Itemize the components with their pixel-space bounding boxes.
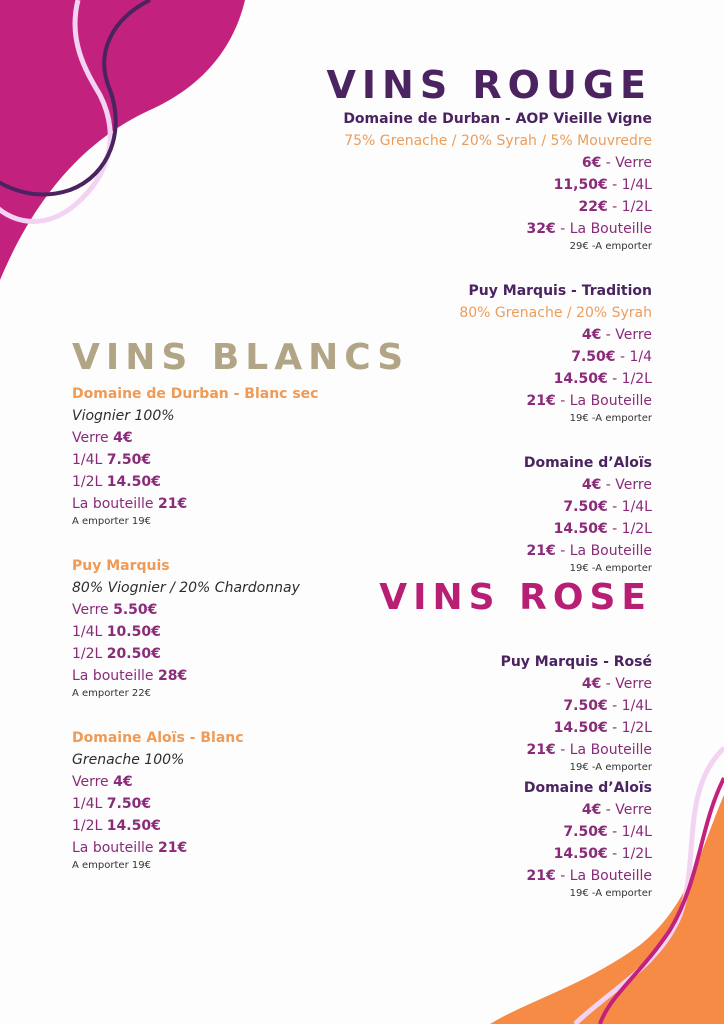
price-line-half <box>72 815 318 837</box>
price-label: - 1/2L <box>607 521 652 537</box>
price-amount: 28€ <box>158 668 188 684</box>
price-line-bottle <box>343 218 652 240</box>
price-line-glass <box>72 427 318 449</box>
wine-name: Puy Marquis - Rosé <box>500 654 652 670</box>
wine-name: Domaine Aloïs - Blanc <box>72 730 244 746</box>
wine-name: Domaine de Durban - Blanc sec <box>72 386 319 402</box>
price-line-glass <box>72 771 318 793</box>
price-amount: 5.50€ <box>113 602 158 618</box>
price-amount: 14.50€ <box>553 521 608 537</box>
spacer <box>343 256 652 280</box>
price-amount: 14.50€ <box>553 720 608 736</box>
wine-grapes: Grenache 100% <box>72 752 185 768</box>
takeaway-price: A emporter 22€ <box>72 688 151 699</box>
price-amount: 11,50€ <box>553 177 608 193</box>
price-line-half <box>343 518 652 540</box>
price-amount: 21€ <box>158 496 188 512</box>
price-label: La bouteille <box>72 840 158 856</box>
rose-wine-alois <box>501 777 652 903</box>
price-amount: 4€ <box>113 430 133 446</box>
price-label: - 1/4L <box>607 824 652 840</box>
price-amount: 10.50€ <box>106 624 161 640</box>
price-line-glass <box>72 599 318 621</box>
price-line-bottle <box>501 739 652 761</box>
price-line-quarter <box>343 174 652 196</box>
price-label: Verre <box>72 602 114 618</box>
price-label: - La Bouteille <box>555 868 652 884</box>
price-line-quarter <box>501 695 652 717</box>
wine-name: Domaine de Durban - AOP Vieille Vigne <box>343 111 652 127</box>
price-label: - 1/4L <box>607 499 652 515</box>
price-label: - Verre <box>601 802 652 818</box>
price-line-glass <box>343 474 652 496</box>
top-left-magenta-blob <box>0 0 245 280</box>
takeaway-price: 29€ -A emporter <box>569 241 652 252</box>
price-amount: 32€ <box>526 221 556 237</box>
price-line-half <box>72 471 318 493</box>
price-label: 1/2L <box>72 818 107 834</box>
price-amount: 21€ <box>526 393 556 409</box>
price-amount: 7.50€ <box>563 499 608 515</box>
price-line-bottle <box>343 390 652 412</box>
price-line-glass <box>501 673 652 695</box>
price-line-bottle <box>72 493 318 515</box>
price-amount: 21€ <box>526 742 556 758</box>
spacer <box>72 531 318 555</box>
price-amount: 4€ <box>581 802 602 818</box>
blancs-wine-durban <box>72 383 318 531</box>
wine-grapes: 75% Grenache / 20% Syrah / 5% Mouvredre <box>344 133 652 149</box>
price-amount: 21€ <box>526 868 556 884</box>
price-label: - 1/2L <box>607 720 652 736</box>
price-amount: 20.50€ <box>106 646 161 662</box>
wine-grapes: 80% Viognier / 20% Chardonnay <box>72 580 300 596</box>
price-amount: 14.50€ <box>553 371 608 387</box>
price-amount: 6€ <box>581 155 602 171</box>
price-line-glass <box>501 799 652 821</box>
spacer <box>72 703 318 727</box>
price-label: - 1/4L <box>607 177 652 193</box>
price-line-half <box>501 717 652 739</box>
blancs-wine-puy-marquis <box>72 555 318 703</box>
rouge-wine-durban <box>343 108 652 256</box>
rose-wine-puy-marquis <box>501 651 652 777</box>
price-line-half <box>501 843 652 865</box>
price-line-glass <box>343 152 652 174</box>
blancs-wine-alois <box>72 727 318 875</box>
price-line-bottle <box>343 540 652 562</box>
takeaway-price: A emporter 19€ <box>72 516 151 527</box>
price-amount: 14.50€ <box>553 846 608 862</box>
price-label: - Verre <box>601 327 652 343</box>
price-amount: 7.50€ <box>571 349 616 365</box>
price-label: - 1/4L <box>607 698 652 714</box>
price-line-quarter <box>501 821 652 843</box>
section-title-vins-blancs: VINS BLANCS <box>72 337 410 378</box>
takeaway-price: 19€ -A emporter <box>569 762 652 773</box>
wine-name: Domaine d’Aloïs <box>523 455 652 471</box>
takeaway-price: 19€ -A emporter <box>569 888 652 899</box>
price-line-half <box>343 196 652 218</box>
price-amount: 22€ <box>578 199 608 215</box>
price-line-quarter <box>72 793 318 815</box>
price-amount: 4€ <box>113 774 133 790</box>
takeaway-price: 19€ -A emporter <box>569 563 652 574</box>
price-line-quarter <box>72 621 318 643</box>
wine-name: Domaine d’Aloïs <box>523 780 652 796</box>
wine-name: Puy Marquis <box>72 558 170 574</box>
price-amount: 7.50€ <box>563 698 608 714</box>
price-amount: 7.50€ <box>563 824 608 840</box>
price-amount: 4€ <box>581 477 602 493</box>
price-label: La bouteille <box>72 496 158 512</box>
price-amount: 4€ <box>581 676 602 692</box>
price-label: - La Bouteille <box>555 221 652 237</box>
price-label: La bouteille <box>72 668 158 684</box>
section-title-vins-rose: VINS ROSE <box>379 577 652 618</box>
price-line-half <box>72 643 318 665</box>
price-label: - La Bouteille <box>555 543 652 559</box>
price-amount: 14.50€ <box>106 474 161 490</box>
wine-grapes: Viognier 100% <box>72 408 175 424</box>
rouge-wine-alois <box>343 452 652 578</box>
price-label: - 1/2L <box>607 199 652 215</box>
price-label: - La Bouteille <box>555 742 652 758</box>
price-label: - Verre <box>601 676 652 692</box>
price-label: - Verre <box>601 155 652 171</box>
price-line-quarter <box>343 496 652 518</box>
price-line-quarter <box>72 449 318 471</box>
spacer <box>343 428 652 452</box>
takeaway-price: A emporter 19€ <box>72 860 151 871</box>
price-amount: 14.50€ <box>106 818 161 834</box>
price-amount: 21€ <box>158 840 188 856</box>
price-label: - 1/2L <box>607 371 652 387</box>
takeaway-price: 19€ -A emporter <box>569 413 652 424</box>
wine-grapes: 80% Grenache / 20% Syrah <box>459 305 652 321</box>
price-line-bottle <box>72 665 318 687</box>
price-label: Verre <box>72 430 114 446</box>
price-label: 1/2L <box>72 474 107 490</box>
rose-wine-list <box>501 651 652 903</box>
price-amount: 21€ <box>526 543 556 559</box>
price-amount: 4€ <box>581 327 602 343</box>
price-label: - 1/4 <box>615 349 652 365</box>
price-label: - Verre <box>601 477 652 493</box>
price-label: - La Bouteille <box>555 393 652 409</box>
wine-name: Puy Marquis - Tradition <box>468 283 652 299</box>
price-label: - 1/2L <box>607 846 652 862</box>
price-line-bottle <box>72 837 318 859</box>
price-amount: 7.50€ <box>106 452 152 468</box>
price-line-bottle <box>501 865 652 887</box>
price-label: 1/2L <box>72 646 107 662</box>
price-label: 1/4L <box>72 452 107 468</box>
price-label: 1/4L <box>72 624 107 640</box>
price-amount: 7.50€ <box>106 796 152 812</box>
section-title-vins-rouge: VINS ROUGE <box>326 63 652 107</box>
price-label: 1/4L <box>72 796 107 812</box>
blancs-wine-list <box>72 383 318 875</box>
price-label: Verre <box>72 774 114 790</box>
